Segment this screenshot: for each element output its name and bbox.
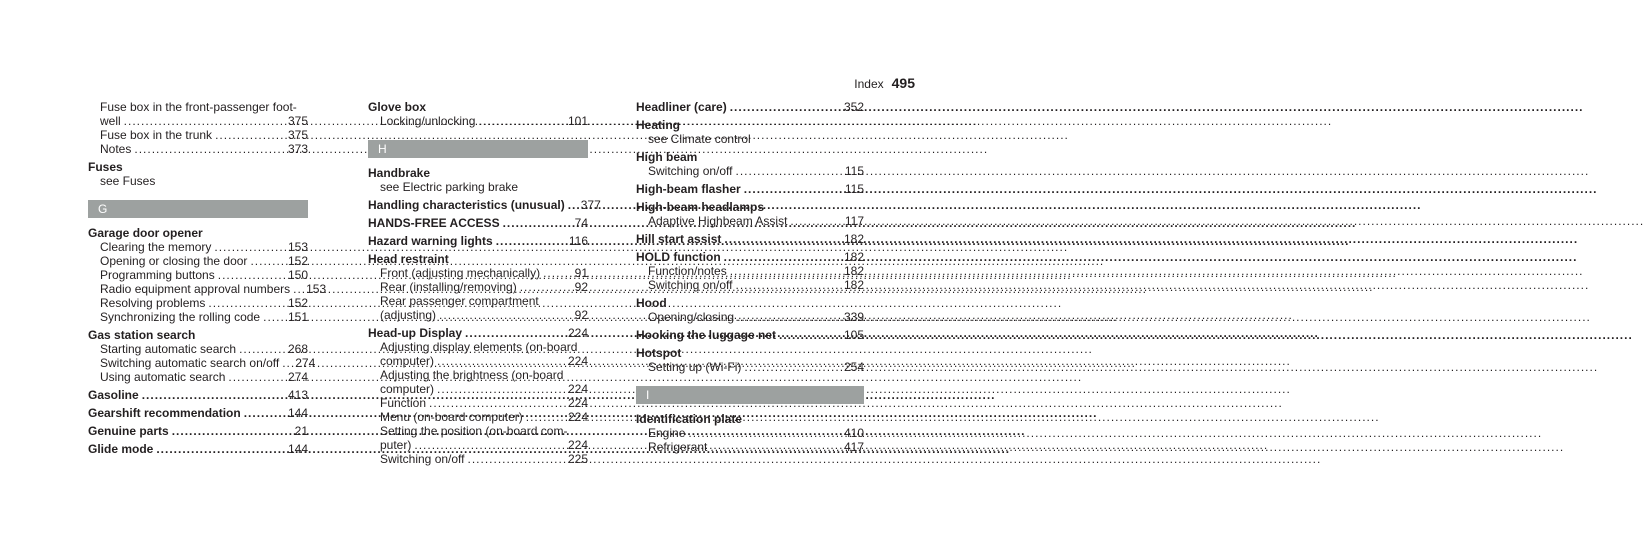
subterm-text: Notes bbox=[100, 142, 132, 156]
page-reference[interactable]: 152 bbox=[287, 254, 308, 268]
dot-leader bbox=[134, 142, 285, 156]
index-subterm bbox=[368, 180, 588, 194]
subterm-text: Programming buttons bbox=[100, 268, 215, 282]
index-subterm bbox=[88, 142, 308, 156]
index-term bbox=[88, 424, 308, 438]
subterm-text: Locking/unlocking bbox=[380, 114, 476, 128]
dot-leader bbox=[520, 280, 572, 294]
index-term bbox=[368, 326, 588, 340]
subterm-text: puter) bbox=[380, 438, 412, 452]
index-term bbox=[636, 182, 864, 196]
subterm-text: Clearing the memory bbox=[100, 240, 212, 254]
dot-leader bbox=[239, 342, 285, 356]
page-reference[interactable]: 182 bbox=[843, 250, 864, 264]
index-subterm bbox=[88, 114, 308, 128]
index-subterm bbox=[368, 354, 588, 368]
term-text: High-beam flasher bbox=[636, 182, 741, 196]
subterm-text: Starting automatic search bbox=[100, 342, 237, 356]
index-subterm bbox=[88, 100, 308, 114]
page-reference[interactable]: 117 bbox=[844, 214, 864, 228]
dot-leader bbox=[736, 164, 842, 178]
letter-heading: G bbox=[88, 200, 308, 218]
term-text: Glove box bbox=[368, 100, 427, 114]
dot-leader bbox=[439, 308, 572, 322]
dot-leader bbox=[779, 328, 841, 342]
index-subterm bbox=[636, 440, 864, 454]
index-subterm bbox=[636, 132, 864, 146]
dot-leader bbox=[437, 382, 565, 396]
page-reference[interactable]: 224 bbox=[567, 382, 588, 396]
index-subterm bbox=[368, 266, 588, 280]
subterm-text: Fuse box in the trunk bbox=[100, 128, 213, 142]
index-subterm bbox=[636, 214, 864, 228]
index-term bbox=[636, 328, 864, 342]
dot-leader bbox=[744, 360, 841, 374]
index-entry bbox=[636, 118, 864, 146]
dot-leader bbox=[737, 310, 841, 324]
page-reference[interactable]: 254 bbox=[843, 360, 864, 374]
page-reference[interactable]: 115 bbox=[844, 164, 864, 178]
page-reference[interactable]: 352 bbox=[843, 100, 864, 114]
index-subterm bbox=[88, 296, 308, 310]
term-text: Head-up Display bbox=[368, 326, 463, 340]
page-reference[interactable]: 153 bbox=[306, 282, 327, 296]
dot-leader bbox=[568, 198, 578, 212]
index-subterm bbox=[88, 356, 316, 370]
subterm-text: computer) bbox=[380, 354, 435, 368]
page-reference[interactable]: 224 bbox=[567, 326, 588, 340]
dot-leader bbox=[730, 264, 841, 278]
index-term bbox=[88, 406, 308, 420]
subterm-text: see Climate control bbox=[648, 132, 751, 146]
page-reference[interactable]: 224 bbox=[567, 438, 588, 452]
page-reference[interactable]: 182 bbox=[843, 232, 864, 246]
index-term bbox=[88, 442, 308, 456]
index-entry bbox=[368, 234, 588, 248]
letter-heading: H bbox=[368, 140, 588, 158]
page-reference[interactable]: 150 bbox=[287, 268, 308, 282]
index-entry bbox=[636, 250, 864, 292]
index-term bbox=[88, 226, 308, 240]
dot-leader bbox=[293, 282, 303, 296]
page-reference[interactable]: 144 bbox=[287, 442, 308, 456]
index-entry bbox=[636, 150, 864, 178]
page-reference[interactable]: 224 bbox=[567, 354, 588, 368]
index-subterm bbox=[88, 310, 308, 324]
index-subterm bbox=[368, 368, 588, 382]
term-text: Head restraint bbox=[368, 252, 449, 266]
index-subterm bbox=[368, 410, 588, 424]
page-reference[interactable]: 224 bbox=[567, 396, 588, 410]
index-column-3 bbox=[636, 100, 864, 458]
subterm-text: Opening or closing the door bbox=[100, 254, 248, 268]
subterm-text: Radio equipment approval numbers bbox=[100, 282, 291, 296]
subterm-text: Function bbox=[380, 396, 427, 410]
index-term bbox=[636, 296, 864, 310]
index-entry bbox=[88, 388, 308, 402]
subterm-text: Adjusting display elements (on-board bbox=[380, 340, 578, 354]
index-entry bbox=[88, 406, 308, 420]
page-reference[interactable]: 101 bbox=[567, 114, 588, 128]
term-text: HANDS-FREE ACCESS bbox=[368, 216, 500, 230]
index-entry bbox=[636, 100, 864, 114]
page-reference[interactable]: 116 bbox=[568, 234, 588, 248]
index-term bbox=[88, 160, 308, 174]
letter-heading: I bbox=[636, 386, 864, 404]
page-reference[interactable]: 339 bbox=[843, 310, 864, 324]
subterm-text: Opening/closing bbox=[648, 310, 735, 324]
dot-leader bbox=[688, 426, 841, 440]
index-entry bbox=[368, 166, 588, 194]
page-reference[interactable]: 375 bbox=[287, 114, 308, 128]
term-text: Gearshift recommendation bbox=[88, 406, 241, 420]
subterm-text: computer) bbox=[380, 382, 435, 396]
index-subterm bbox=[368, 396, 588, 410]
page-reference[interactable]: 413 bbox=[287, 388, 308, 402]
index-entry bbox=[368, 198, 601, 212]
index-entry bbox=[636, 296, 864, 324]
index-subterm bbox=[368, 424, 588, 438]
index-term bbox=[636, 412, 864, 426]
page-reference[interactable]: 74 bbox=[574, 216, 588, 230]
subterm-text: Front (adjusting mechanically) bbox=[380, 266, 541, 280]
index-entry bbox=[636, 346, 864, 374]
dot-leader bbox=[468, 452, 565, 466]
subterm-text: Function/notes bbox=[648, 264, 727, 278]
page-reference[interactable]: 373 bbox=[287, 142, 308, 156]
index-term bbox=[636, 100, 864, 114]
dot-leader bbox=[124, 114, 285, 128]
index-subterm bbox=[636, 164, 864, 178]
term-text: Genuine parts bbox=[88, 424, 169, 438]
dot-leader bbox=[503, 216, 572, 230]
page-reference[interactable]: 377 bbox=[580, 198, 601, 212]
index-subterm bbox=[636, 426, 864, 440]
page-reference[interactable]: 92 bbox=[574, 280, 588, 294]
index-term bbox=[88, 328, 308, 342]
subterm-text: Setting the position (on-board com- bbox=[380, 424, 568, 438]
page-reference[interactable]: 144 bbox=[287, 406, 308, 420]
index-entry bbox=[88, 424, 308, 438]
page-reference[interactable]: 410 bbox=[843, 426, 864, 440]
index-term bbox=[368, 100, 588, 114]
section-label: Index bbox=[854, 77, 884, 91]
page-reference[interactable]: 182 bbox=[843, 264, 864, 278]
dot-leader bbox=[244, 406, 285, 420]
dot-leader bbox=[526, 410, 565, 424]
index-entry bbox=[88, 442, 308, 456]
dot-leader bbox=[228, 370, 285, 384]
term-text: Handbrake bbox=[368, 166, 431, 180]
page-reference[interactable]: 224 bbox=[567, 410, 588, 424]
dot-leader bbox=[156, 442, 285, 456]
dot-leader bbox=[172, 424, 292, 438]
dot-leader bbox=[496, 234, 566, 248]
subterm-text: Switching on/off bbox=[648, 164, 733, 178]
index-column-1 bbox=[88, 100, 327, 460]
page-reference[interactable]: 182 bbox=[843, 278, 864, 292]
dot-leader bbox=[744, 182, 842, 196]
term-text: High beam bbox=[636, 150, 698, 164]
index-entry bbox=[368, 100, 588, 128]
index-entry bbox=[88, 160, 308, 188]
index-term bbox=[636, 150, 864, 164]
dot-leader bbox=[724, 250, 841, 264]
dot-leader bbox=[790, 214, 841, 228]
subterm-text: Synchronizing the rolling code bbox=[100, 310, 261, 324]
index-entry bbox=[368, 216, 588, 230]
dot-leader bbox=[250, 254, 285, 268]
term-text: Hood bbox=[636, 296, 667, 310]
index-subterm bbox=[88, 240, 308, 254]
page-reference[interactable]: 274 bbox=[295, 356, 316, 370]
index-entry bbox=[368, 326, 588, 466]
index-subterm bbox=[368, 114, 588, 128]
index-term bbox=[88, 388, 308, 402]
index-subterm bbox=[88, 342, 308, 356]
index-entry bbox=[636, 182, 864, 196]
term-text: Glide mode bbox=[88, 442, 154, 456]
dot-leader bbox=[282, 356, 292, 370]
subterm-text: Switching automatic search on/off bbox=[100, 356, 280, 370]
subterm-text: see Electric parking brake bbox=[380, 180, 519, 194]
page-number: 495 bbox=[891, 75, 915, 91]
index-subterm bbox=[636, 310, 864, 324]
index-term bbox=[368, 216, 588, 230]
subterm-text: Adjusting the brightness (on-board bbox=[380, 368, 564, 382]
subterm-text: Using automatic search bbox=[100, 370, 226, 384]
index-column-2 bbox=[368, 100, 601, 470]
subterm-text: Menu (on-board computer) bbox=[380, 410, 523, 424]
subterm-text: Engine bbox=[648, 426, 686, 440]
term-text: Hooking the luggage net bbox=[636, 328, 776, 342]
index-entry bbox=[636, 232, 864, 246]
dot-leader bbox=[208, 296, 285, 310]
term-text: Fuses bbox=[88, 160, 123, 174]
subterm-text: Fuse box in the front-passenger foot- bbox=[100, 100, 297, 114]
subterm-text: see Fuses bbox=[100, 174, 156, 188]
index-term bbox=[636, 346, 864, 360]
subterm-text: well bbox=[100, 114, 121, 128]
dot-leader bbox=[437, 354, 565, 368]
page-reference[interactable]: 153 bbox=[287, 240, 308, 254]
index-subterm bbox=[368, 382, 588, 396]
index-subterm bbox=[88, 268, 308, 282]
index-entry bbox=[88, 100, 308, 156]
index-subterm bbox=[88, 174, 308, 188]
page-reference[interactable]: 417 bbox=[843, 440, 864, 454]
term-text: HOLD function bbox=[636, 250, 721, 264]
index-subterm bbox=[636, 360, 864, 374]
dot-leader bbox=[736, 278, 841, 292]
term-text: Hazard warning lights bbox=[368, 234, 493, 248]
index-subterm bbox=[368, 294, 588, 308]
index-entry bbox=[636, 328, 864, 342]
term-text: Gasoline bbox=[88, 388, 139, 402]
dot-leader bbox=[710, 440, 841, 454]
page-reference[interactable]: 21 bbox=[294, 424, 308, 438]
dot-leader bbox=[263, 310, 285, 324]
subterm-text: Rear (installing/removing) bbox=[380, 280, 517, 294]
index-subterm bbox=[88, 128, 308, 142]
index-subterm bbox=[368, 340, 588, 354]
index-term bbox=[368, 234, 588, 248]
term-text: Hill start assist bbox=[636, 232, 722, 246]
page-reference[interactable]: 92 bbox=[574, 308, 588, 322]
dot-leader bbox=[214, 240, 285, 254]
page-reference[interactable]: 91 bbox=[574, 266, 588, 280]
page-reference[interactable]: 375 bbox=[287, 128, 308, 142]
index-subterm bbox=[88, 254, 308, 268]
dot-leader bbox=[724, 232, 841, 246]
index-entry bbox=[368, 252, 588, 322]
subterm-text: Setting up (Wi-Fi) bbox=[648, 360, 742, 374]
subterm-text: Refrigerant bbox=[648, 440, 708, 454]
dot-leader bbox=[730, 100, 841, 114]
dot-leader bbox=[215, 128, 285, 142]
index-entry bbox=[636, 200, 864, 228]
page-reference[interactable]: 105 bbox=[843, 328, 864, 342]
page-reference[interactable]: 152 bbox=[287, 296, 308, 310]
index-subterm bbox=[88, 370, 308, 384]
index-term bbox=[368, 166, 588, 180]
term-text: Hotspot bbox=[636, 346, 682, 360]
index-subterm bbox=[88, 282, 327, 296]
index-term bbox=[368, 252, 588, 266]
index-term bbox=[368, 198, 601, 212]
term-text: Gas station search bbox=[88, 328, 196, 342]
page-reference[interactable]: 115 bbox=[844, 182, 864, 196]
term-text: Heating bbox=[636, 118, 681, 132]
subterm-text: Rear passenger compartment bbox=[380, 294, 539, 308]
dot-leader bbox=[543, 266, 572, 280]
page-reference[interactable]: 225 bbox=[567, 452, 588, 466]
page-reference[interactable]: 268 bbox=[287, 342, 308, 356]
index-term bbox=[636, 232, 864, 246]
term-text: Handling characteristics (unusual) bbox=[368, 198, 565, 212]
index-term bbox=[636, 250, 864, 264]
page-header bbox=[854, 76, 915, 91]
dot-leader bbox=[478, 114, 565, 128]
subterm-text: Switching on/off bbox=[648, 278, 733, 292]
subterm-text: Resolving problems bbox=[100, 296, 206, 310]
index-entry bbox=[636, 412, 864, 454]
dot-leader bbox=[142, 388, 285, 402]
index-entry bbox=[88, 226, 327, 324]
term-text: High-beam headlamps bbox=[636, 200, 765, 214]
index-subterm bbox=[636, 278, 864, 292]
index-term bbox=[636, 118, 864, 132]
page-reference[interactable]: 274 bbox=[287, 370, 308, 384]
index-subterm bbox=[368, 438, 588, 452]
index-subterm bbox=[368, 452, 588, 466]
index-subterm bbox=[636, 264, 864, 278]
index-term bbox=[636, 200, 864, 214]
page-reference[interactable]: 151 bbox=[287, 310, 308, 324]
term-text: Headliner (care) bbox=[636, 100, 727, 114]
index-subterm bbox=[368, 308, 588, 322]
subterm-text: Adaptive Highbeam Assist bbox=[648, 214, 788, 228]
dot-leader bbox=[465, 326, 565, 340]
dot-leader bbox=[414, 438, 565, 452]
dot-leader bbox=[218, 268, 285, 282]
dot-leader bbox=[429, 396, 565, 410]
subterm-text: (adjusting) bbox=[380, 308, 437, 322]
index-subterm bbox=[368, 280, 588, 294]
term-text: Identification plate bbox=[636, 412, 743, 426]
subterm-text: Switching on/off bbox=[380, 452, 465, 466]
term-text: Garage door opener bbox=[88, 226, 203, 240]
index-entry bbox=[88, 328, 316, 384]
